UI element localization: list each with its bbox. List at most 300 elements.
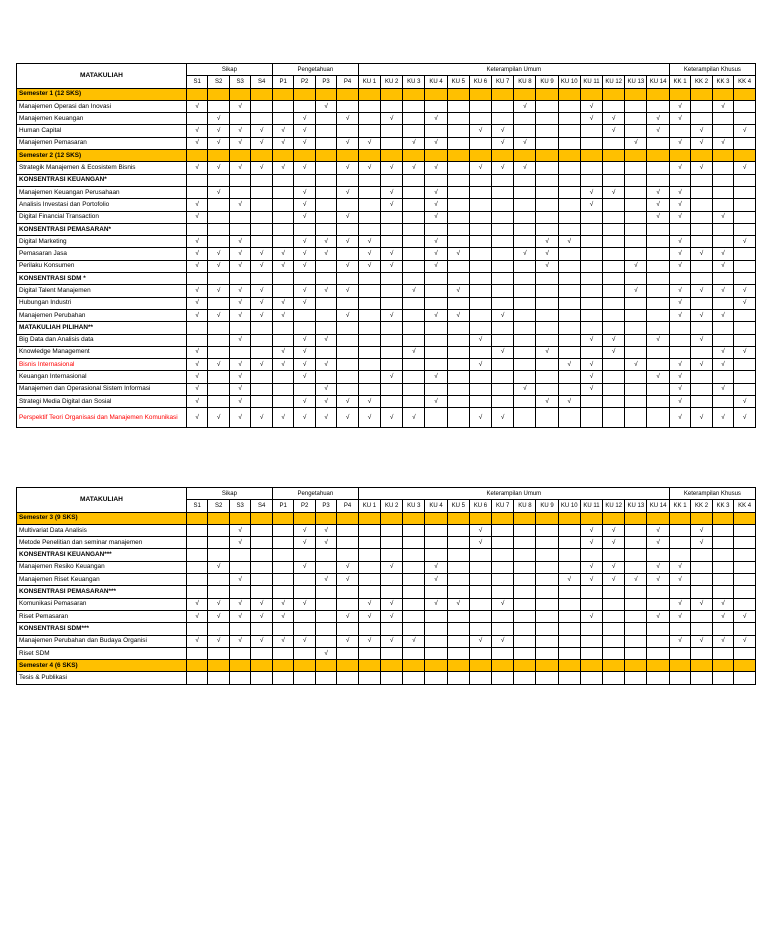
check-cell (208, 623, 229, 635)
column-header: KU 2 (381, 76, 403, 88)
check-mark: √ (238, 373, 242, 381)
check-cell (536, 273, 558, 285)
course-row (17, 162, 756, 174)
check-cell (403, 322, 425, 334)
check-cell (294, 512, 315, 524)
check-cell (381, 647, 403, 659)
check-cell (272, 113, 293, 125)
check-cell (272, 549, 293, 561)
check-cell (469, 309, 491, 321)
check-cell (229, 174, 250, 186)
check-cell (403, 635, 425, 647)
check-cell (358, 199, 380, 211)
check-mark: √ (302, 286, 307, 294)
check-cell (381, 125, 403, 137)
check-cell (558, 598, 580, 610)
check-cell (492, 598, 514, 610)
check-cell (492, 199, 514, 211)
check-cell (337, 647, 359, 659)
check-cell (536, 672, 558, 684)
check-cell (403, 100, 425, 112)
course-name: Manajemen Perubahan (17, 309, 187, 321)
course-name: Keuangan Internasional (17, 371, 187, 383)
column-header: KU 13 (625, 76, 647, 88)
check-cell (469, 561, 491, 573)
check-mark: √ (634, 286, 638, 294)
check-cell (514, 574, 536, 586)
check-cell (603, 586, 625, 598)
check-cell (272, 285, 293, 297)
check-cell (251, 186, 273, 198)
check-cell (447, 586, 469, 598)
check-cell (251, 623, 273, 635)
check-cell (580, 396, 602, 408)
check-cell (669, 223, 690, 235)
check-mark: √ (721, 262, 725, 270)
check-cell (669, 186, 690, 198)
check-cell (208, 635, 229, 647)
check-mark: √ (434, 139, 438, 147)
check-cell (492, 334, 514, 346)
section-label: Semester 3 (9 SKS) (17, 512, 187, 524)
check-mark: √ (259, 139, 264, 147)
check-cell (229, 561, 250, 573)
check-cell (469, 285, 491, 297)
check-cell (208, 186, 229, 198)
check-mark: √ (281, 311, 285, 319)
check-cell (272, 322, 293, 334)
check-mark: √ (434, 262, 438, 270)
check-cell (337, 359, 359, 371)
check-cell (603, 383, 625, 395)
check-cell (603, 150, 625, 162)
check-cell (403, 549, 425, 561)
check-mark: √ (523, 102, 527, 110)
check-cell (469, 150, 491, 162)
check-cell (712, 88, 733, 100)
check-mark: √ (678, 397, 682, 405)
check-cell (647, 383, 669, 395)
course-row (17, 211, 756, 223)
check-cell (208, 162, 229, 174)
check-cell (580, 512, 602, 524)
check-mark: √ (742, 348, 747, 356)
check-cell (425, 549, 447, 561)
check-cell (580, 285, 602, 297)
check-cell (603, 285, 625, 297)
check-cell (208, 150, 229, 162)
check-cell (691, 285, 712, 297)
check-cell (603, 162, 625, 174)
check-mark: √ (216, 563, 221, 571)
check-cell (425, 408, 447, 428)
check-cell (558, 273, 580, 285)
check-cell (358, 359, 380, 371)
course-row (17, 285, 756, 297)
check-mark: √ (656, 612, 660, 620)
check-mark: √ (389, 563, 394, 571)
check-mark: √ (345, 139, 350, 147)
column-header: S4 (251, 500, 273, 512)
course-row (17, 537, 756, 549)
check-cell (447, 174, 469, 186)
check-cell (669, 100, 690, 112)
check-cell (272, 574, 293, 586)
check-cell (603, 309, 625, 321)
check-cell (469, 408, 491, 428)
check-cell (358, 174, 380, 186)
check-mark: √ (434, 250, 438, 258)
check-cell (580, 186, 602, 198)
check-mark: √ (412, 414, 416, 422)
check-mark: √ (434, 600, 438, 608)
check-cell (229, 635, 250, 647)
check-cell (447, 537, 469, 549)
check-cell (358, 88, 380, 100)
check-cell (381, 236, 403, 248)
check-cell (315, 174, 336, 186)
course-name: Digital Talent Manajemen (17, 285, 187, 297)
check-mark: √ (611, 526, 616, 534)
check-cell (294, 285, 315, 297)
check-cell (447, 396, 469, 408)
course-name: Big Data dan Analisis data (17, 334, 187, 346)
check-cell (272, 162, 293, 174)
check-cell (647, 137, 669, 149)
check-cell (669, 598, 690, 610)
check-cell (358, 260, 380, 272)
check-cell (381, 223, 403, 235)
check-mark: √ (699, 600, 704, 608)
check-cell (514, 586, 536, 598)
section-label: KONSENTRASI KEUANGAN* (17, 174, 187, 186)
check-cell (580, 125, 602, 137)
check-cell (337, 346, 359, 358)
check-cell (580, 610, 602, 622)
check-cell (691, 598, 712, 610)
check-cell (381, 248, 403, 260)
check-cell (625, 285, 647, 297)
check-cell (514, 100, 536, 112)
check-cell (647, 150, 669, 162)
check-cell (712, 371, 733, 383)
check-cell (669, 285, 690, 297)
check-cell (712, 174, 733, 186)
check-cell (272, 309, 293, 321)
check-mark: √ (324, 360, 328, 368)
check-cell (647, 672, 669, 684)
check-cell (403, 371, 425, 383)
check-cell (712, 113, 733, 125)
check-mark: √ (656, 373, 660, 381)
check-cell (469, 223, 491, 235)
check-cell (492, 549, 514, 561)
matakuliah-header: MATAKULIAH (17, 64, 187, 89)
check-mark: √ (523, 164, 527, 172)
check-cell (625, 113, 647, 125)
check-cell (251, 647, 273, 659)
check-cell (625, 223, 647, 235)
check-cell (580, 549, 602, 561)
check-cell (734, 137, 756, 149)
check-cell (251, 150, 273, 162)
check-cell (425, 524, 447, 536)
check-cell (691, 334, 712, 346)
check-cell (208, 396, 229, 408)
check-cell (647, 346, 669, 358)
check-cell (603, 396, 625, 408)
check-cell (229, 248, 250, 260)
column-header: KU 11 (580, 500, 602, 512)
check-cell (536, 199, 558, 211)
check-cell (447, 100, 469, 112)
check-cell (514, 174, 536, 186)
check-cell (580, 223, 602, 235)
column-header: KK 1 (669, 500, 690, 512)
check-cell (536, 248, 558, 260)
check-cell (425, 623, 447, 635)
check-cell (208, 371, 229, 383)
check-cell (229, 186, 250, 198)
check-cell (315, 524, 336, 536)
check-cell (208, 273, 229, 285)
check-mark: √ (345, 164, 350, 172)
check-cell (647, 598, 669, 610)
check-cell (625, 561, 647, 573)
check-mark: √ (281, 600, 285, 608)
check-mark: √ (259, 414, 264, 422)
check-cell (603, 524, 625, 536)
check-cell (403, 408, 425, 428)
check-cell (337, 236, 359, 248)
check-cell (558, 223, 580, 235)
column-header: P3 (315, 76, 336, 88)
check-cell (536, 334, 558, 346)
check-cell (712, 211, 733, 223)
check-mark: √ (500, 637, 505, 645)
check-cell (403, 396, 425, 408)
column-header: P1 (272, 76, 293, 88)
check-cell (603, 537, 625, 549)
check-cell (691, 359, 712, 371)
check-cell (425, 125, 447, 137)
check-cell (580, 598, 602, 610)
check-cell (403, 623, 425, 635)
check-mark: √ (523, 385, 527, 393)
check-cell (691, 248, 712, 260)
check-cell (514, 672, 536, 684)
check-cell (625, 88, 647, 100)
check-mark: √ (721, 311, 725, 319)
column-header: P4 (337, 500, 359, 512)
check-mark: √ (434, 188, 438, 196)
check-mark: √ (721, 139, 725, 147)
check-mark: √ (699, 250, 704, 258)
check-cell (294, 396, 315, 408)
check-cell (647, 549, 669, 561)
check-cell (580, 408, 602, 428)
check-cell (358, 561, 380, 573)
check-cell (186, 561, 207, 573)
check-cell (469, 598, 491, 610)
check-mark: √ (216, 188, 221, 196)
check-cell (315, 672, 336, 684)
check-cell (734, 186, 756, 198)
check-cell (691, 586, 712, 598)
check-mark: √ (259, 164, 264, 172)
course-row (17, 672, 756, 684)
check-cell (603, 100, 625, 112)
check-mark: √ (678, 600, 682, 608)
check-cell (536, 88, 558, 100)
check-mark: √ (545, 250, 549, 258)
check-cell (425, 561, 447, 573)
check-cell (647, 610, 669, 622)
check-mark: √ (195, 385, 199, 393)
check-mark: √ (611, 188, 616, 196)
check-cell (580, 383, 602, 395)
check-cell (337, 260, 359, 272)
check-cell (669, 359, 690, 371)
check-cell (558, 334, 580, 346)
check-cell (691, 549, 712, 561)
check-cell (603, 334, 625, 346)
check-cell (691, 162, 712, 174)
check-cell (712, 524, 733, 536)
check-cell (580, 137, 602, 149)
check-cell (358, 537, 380, 549)
check-cell (469, 537, 491, 549)
check-cell (603, 371, 625, 383)
check-mark: √ (216, 286, 221, 294)
check-cell (492, 672, 514, 684)
check-cell (558, 623, 580, 635)
check-mark: √ (678, 612, 682, 620)
check-cell (691, 672, 712, 684)
check-cell (381, 598, 403, 610)
check-cell (251, 260, 273, 272)
check-mark: √ (367, 250, 372, 258)
check-mark: √ (238, 262, 242, 270)
check-cell (294, 586, 315, 598)
section-label: KONSENTRASI SDM * (17, 273, 187, 285)
check-cell (647, 359, 669, 371)
check-cell (186, 598, 207, 610)
check-cell (425, 174, 447, 186)
course-row (17, 574, 756, 586)
check-cell (492, 383, 514, 395)
check-cell (229, 512, 250, 524)
check-cell (381, 113, 403, 125)
check-mark: √ (589, 612, 594, 620)
check-cell (229, 309, 250, 321)
check-cell (603, 113, 625, 125)
check-cell (315, 574, 336, 586)
check-cell (558, 610, 580, 622)
check-cell (514, 285, 536, 297)
check-cell (514, 561, 536, 573)
check-cell (647, 371, 669, 383)
section-header-row (17, 549, 756, 561)
check-cell (272, 371, 293, 383)
section-header-row (17, 174, 756, 186)
check-cell (186, 586, 207, 598)
check-cell (315, 199, 336, 211)
check-mark: √ (656, 336, 660, 344)
check-cell (647, 396, 669, 408)
check-mark: √ (324, 286, 328, 294)
check-cell (294, 635, 315, 647)
check-cell (536, 660, 558, 672)
check-mark: √ (216, 612, 221, 620)
column-header: KK 3 (712, 76, 733, 88)
check-cell (337, 598, 359, 610)
check-cell (447, 297, 469, 309)
check-cell (625, 396, 647, 408)
check-cell (447, 610, 469, 622)
check-cell (337, 549, 359, 561)
check-mark: √ (324, 649, 328, 657)
check-cell (514, 162, 536, 174)
course-row (17, 610, 756, 622)
check-cell (358, 660, 380, 672)
check-cell (734, 346, 756, 358)
check-cell (469, 211, 491, 223)
check-cell (691, 635, 712, 647)
check-cell (558, 322, 580, 334)
check-cell (734, 647, 756, 659)
check-cell (272, 561, 293, 573)
check-cell (358, 150, 380, 162)
check-cell (536, 610, 558, 622)
check-cell (403, 248, 425, 260)
check-cell (186, 186, 207, 198)
check-cell (603, 660, 625, 672)
header-group-row (17, 488, 756, 500)
check-cell (381, 660, 403, 672)
check-cell (186, 297, 207, 309)
check-cell (712, 162, 733, 174)
check-cell (712, 537, 733, 549)
check-cell (403, 273, 425, 285)
check-mark: √ (500, 348, 505, 356)
check-cell (492, 610, 514, 622)
check-mark: √ (389, 612, 394, 620)
check-cell (229, 672, 250, 684)
check-mark: √ (324, 102, 328, 110)
check-cell (403, 512, 425, 524)
check-cell (580, 623, 602, 635)
check-cell (691, 309, 712, 321)
check-mark: √ (412, 286, 416, 294)
check-mark: √ (721, 213, 725, 221)
column-header: KU 8 (514, 500, 536, 512)
check-cell (403, 199, 425, 211)
check-cell (447, 113, 469, 125)
check-cell (647, 586, 669, 598)
check-cell (492, 211, 514, 223)
check-cell (536, 309, 558, 321)
check-cell (381, 383, 403, 395)
check-cell (229, 524, 250, 536)
check-mark: √ (324, 336, 328, 344)
check-mark: √ (302, 213, 307, 221)
check-cell (272, 236, 293, 248)
course-name: Strategi Media Digital dan Sosial (17, 396, 187, 408)
check-mark: √ (589, 360, 594, 368)
check-cell (625, 260, 647, 272)
check-cell (358, 125, 380, 137)
